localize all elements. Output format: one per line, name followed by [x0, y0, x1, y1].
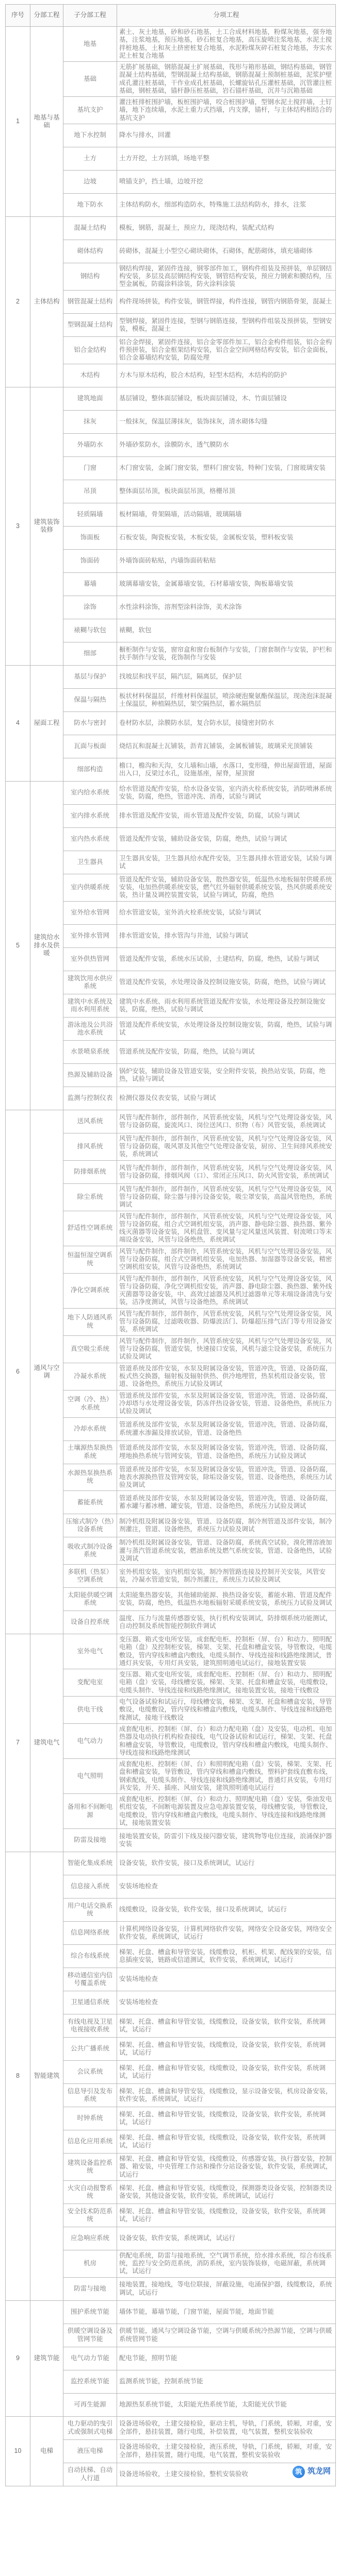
subdivision-name: 防水与密封: [63, 711, 117, 735]
item-list: 制冷机组及附属设备安装，管道、设备防腐，系统真空试验，溴化锂溶液加灌与蒸汽管道系统安装，燃油系统及燃气系统安装，管道、设备绝热，试验及调试: [117, 1537, 336, 1565]
item-list: 梯架、托盘、槽盒和导管安装，线缆敷设，设备安装，软件安装，系统调试，试运行: [117, 2038, 336, 2061]
item-list: 土方开挖，土方回填，场地平整: [117, 147, 336, 170]
subdivision-name: 吊顶: [63, 480, 117, 503]
subdivision-name: 饰面砖: [63, 549, 117, 572]
item-list: 板状材料保温层，纤维材料保温层，喷涂硬泡聚氨酯保温层，现浇泡沫混凝土保温层，种植隔热层，架空隔热层，蓄水隔热层: [117, 688, 336, 711]
table-row: [6, 1634, 336, 1669]
item-list: 风管与配件制作，部件制作，风管系统安装，风机与空气处理设备安装，风管与设备防腐，过滤吸收器、防爆波活门、防爆超压排气活门等专用设备安装，系统调试: [117, 1308, 336, 1335]
item-list: 梯架、托盘、槽盒和导管安装，线缆敷设，设备安装，软件安装，系统调试，试运行: [117, 2061, 336, 2084]
item-list: 线缆敷设，设备安装，软件安装，接口及系统调试，试运行: [117, 1899, 336, 1922]
division-name: 建筑装饰装修: [30, 387, 63, 665]
item-list: 梯架、托盘、槽盒和导管安装，线缆敷设，探测器类设备安装，控制器类设备安装，其他设备安装，软件安装，系统调试，试运行: [117, 2180, 336, 2204]
subdivision-name: 混凝土结构: [63, 216, 117, 240]
item-list: 降水与排水，回灌: [117, 124, 336, 147]
subdivision-name: 信息接入系统: [63, 1875, 117, 1899]
watermark-logo-icon: 筑: [293, 2466, 305, 2478]
subdivision-name: 保温与隔热: [63, 688, 117, 711]
item-list: 檐口，檐沟和天沟，女儿墙和山墙，水落口，变形缝，伸出屋面管道，屋面出入口，反梁过水孔，设施基座，屋脊，屋顶窗: [117, 758, 336, 781]
subdivision-name: 火灾自动报警系统: [63, 2180, 117, 2204]
subdivision-name: 冷却水系统: [63, 1417, 117, 1440]
subdivision-name: 压缩式制冷（热）设备系统: [63, 1514, 117, 1537]
subdivision-name: 多联机（热泵）空调系统: [63, 1565, 117, 1588]
item-list: 水性涂料涂饰，溶剂型涂料涂饰，美术涂饰: [117, 596, 336, 619]
item-list: 墙体节能，幕墙节能，门窗节能，屋面节能，地面节能: [117, 2300, 336, 2324]
row-number: 6: [6, 1110, 30, 1634]
row-number: 10: [6, 2416, 30, 2486]
row-number: 9: [6, 2300, 30, 2416]
item-list: 型钢焊接，紧固件连接，型钢与钢筋连接，型钢构件组装及预拼装，型钢安装，模板，混凝土: [117, 313, 336, 336]
item-list: 橱柜制作与安装，窗帘盒和窗台板制作与安装，门窗套制作与安装，护栏和扶手制作与安装，花饰制作与安装: [117, 642, 336, 665]
item-list: 模板，钢筋，混凝土，预应力，现浇结构，装配式结构: [117, 216, 336, 240]
item-list: 梯架、托盘、槽盒和导管安装，线缆敷设，设备安装，软件安装，系统调试，试运行: [117, 2204, 336, 2227]
subdivision-name: 公共广播系统: [63, 2038, 117, 2061]
subdivision-name: 备用和不间断电源: [63, 1794, 117, 1829]
subdivision-name: 设备自控系统: [63, 1611, 117, 1634]
item-list: 接地装置安装，防雷引下线及接闪器安装，建筑物等电位连接，浪涌保护器安装: [117, 1829, 336, 1852]
item-list: 木门窗安装，金属门窗安装，塑料门窗安装，特种门安装，门窗玻璃安装: [117, 456, 336, 480]
item-list: 风管与配件制作，部件制作，风管系统安装，风机与空气处理设备安装，风管与设备防腐，吸风罩及其他空气处理设备安装，厨房、卫生间排风系统安装，系统调试: [117, 1133, 336, 1160]
item-list: 管道系统及配件安装，防腐，绝热，试验与调试: [117, 1040, 336, 1063]
item-list: 外墙饰面砖粘贴，内墙饰面砖粘贴: [117, 549, 336, 572]
item-list: 排水管道安装，排水管沟与井池，试验与调试: [117, 924, 336, 947]
subdivision-name: 建筑饮用水供应系统: [63, 971, 117, 994]
item-list: 主体结构防水，细部构造防水，特殊施工法结构防水，排水，注浆: [117, 193, 336, 216]
subdivision-name: 游泳池及公共浴池水系统: [63, 1017, 117, 1040]
subdivision-name: 室内给水系统: [63, 781, 117, 804]
item-list: 风管与配件制作，部件制作，风管系统安装，风机与空气处理设备安装，风管与设备防腐，组合式空调机组安装，电加热器、加湿器等设备安装，精密空调机组安装，风管与设备绝热，系统调试: [117, 1246, 336, 1273]
table-row: [6, 2300, 336, 2324]
item-list: 排水管道及配件安装，雨水管道及配件安装，防腐，试验与调试: [117, 804, 336, 827]
item-list: 供配电系统，防雷与接地系统，空气调节系统，给水排水系统，综合布线系统，监控与安全防范系统，消防系统，室内装饰装修，电磁屏蔽，系统调试，试运行: [117, 2250, 336, 2277]
item-list: 成套配电柜、控制柜（屏、台）和照明配电箱（盘）安装，梯架、支架、托盘和槽盒安装，导管敷设，管内穿线和槽盒内敷线，塑料护套线直敷布线，钢索配线，电缆头制作、导线连接和线路绝缘测试，普通灯具安装，专用灯具安装，开关、插座、风扇安装，建筑照明通电试运行: [117, 1759, 336, 1794]
division-name: 屋面工程: [30, 665, 63, 781]
item-list: 灌注桩排桩围护墙，板桩围护墙，咬合桩围护墙，型钢水泥土搅拌墙，土钉墙，地下连续墙，水泥土重力式挡墙，内支撑，锚杆，与主体结构相结合的基坑支护: [117, 97, 336, 124]
item-list: 设备进场验收，土建交接检验，液压系统，导轨，门系统，轿厢，对重，安全部件，悬挂装置，随行电缆，电气装置，整机安装验收: [117, 2439, 336, 2463]
subdivision-name: 水景喷泉系统: [63, 1040, 117, 1063]
item-list: 板材隔墙，骨架隔墙，活动隔墙，玻璃隔墙: [117, 503, 336, 526]
subdivision-name: 恒温恒湿空调系统: [63, 1246, 117, 1273]
item-list: 梯架、托盘、槽盒和导管安装，线缆敷设，显示设备安装，机房设备安装，软件安装，系统调试，试运行: [117, 2084, 336, 2107]
subdivision-name: 室内供暖系统: [63, 874, 117, 901]
subdivision-name: 电气动力: [63, 1724, 117, 1759]
item-list: 梯架、托盘、槽盒和导管安装，线缆敷设，传感器安装，执行器安装，控制器、箱安装，中央管理工作站和操作分站设备安装，软件安装，系统调试，试运行: [117, 2154, 336, 2181]
subdivision-name: 防雷及接地: [63, 1829, 117, 1852]
item-list: 找坡层和找平层，隔汽层，隔离层，保护层: [117, 665, 336, 688]
subdivision-name: 热源及辅助设备: [63, 1063, 117, 1087]
item-list: 烧结瓦和混凝土瓦铺装，沥青瓦铺装，金属板铺装，玻璃采光顶铺装: [117, 735, 336, 758]
subdivision-name: 门窗: [63, 456, 117, 480]
item-list: 一般抹灰，保温层薄抹灰，装饰抹灰，清水砌体勾缝: [117, 410, 336, 433]
item-list: 太阳能集热器安装，其他辅助能源、换热设备安装，蓄能水箱、管道及配件安装，防腐，绝热，低温热水地板辐射采暖系统安装，系统压力试验及调试: [117, 1588, 336, 1611]
subdivision-name: 瓦面与板面: [63, 735, 117, 758]
subdivision-name: 供暖空调设备及管网节能: [63, 2324, 117, 2347]
item-list: 风管与配件制作，部件制作，风管系统安装，风机与空气处理设备安装，风管与设备防腐，除尘器与排污设备安装，吸尘罩安装，高温风管绝热，系统调试: [117, 1183, 336, 1211]
item-list: 制冷机组及附属设备安装，管道、设备防腐，制冷剂管道及部件安装，制冷剂灌注，管道、设备绝热，系统压力试验及调试: [117, 1514, 336, 1537]
item-list: 给水管道安装，室外消火栓系统安装，试验与调试: [117, 901, 336, 924]
subdivision-name: 智能化集成系统: [63, 1852, 117, 1875]
subdivision-name: 基层与保护: [63, 665, 117, 688]
row-number: 3: [6, 387, 30, 665]
subdivision-name: 地下防水: [63, 193, 117, 216]
subdivision-name: 监测与控制仪表: [63, 1087, 117, 1110]
subdivision-name: 电气照明: [63, 1759, 117, 1794]
table-row: [6, 1110, 336, 1133]
item-list: 室外机组安装，室内机组安装，制冷剂管路连接及控制开关安装，风管安装，冷凝水管道安装，制冷剂灌注，系统压力试验及调试: [117, 1565, 336, 1588]
document-page: [5, 4, 336, 2481]
header-division: 分部工程: [30, 5, 63, 27]
subdivision-name: 安全技术防范系统: [63, 2204, 117, 2227]
division-name: 建筑给水排水及供暖: [30, 781, 63, 1110]
division-name: 智能建筑: [30, 1852, 63, 2301]
table-row: [6, 781, 336, 804]
item-list: 整体面层吊顶，板块面层吊顶，格栅吊顶: [117, 480, 336, 503]
subdivision-name: 边坡: [63, 170, 117, 193]
subdivision-name: 基础: [63, 62, 117, 97]
subdivision-name: 抹灰: [63, 410, 117, 433]
subdivision-name: 室外给水管网: [63, 901, 117, 924]
subdivision-name: 可再生能源: [63, 2393, 117, 2416]
subdivision-name: 电力驱动的曳引式或强制式电梯: [63, 2416, 117, 2439]
item-list: 喷锚支护，挡土墙，边坡开挖: [117, 170, 336, 193]
table-row: [6, 665, 336, 688]
subdivision-name: 室外排水管网: [63, 924, 117, 947]
subdivision-name: 型钢混凝土结构: [63, 313, 117, 336]
subdivision-name: 建筑设备监控系统: [63, 2154, 117, 2181]
subdivision-name: 应急响应系统: [63, 2227, 117, 2250]
item-list: 管道系统及部件安装，水泵及附属设备安装，管道冲洗，管道、设备防腐，地表水源换热管及管网安装，除垢设备安装，管道、设备绝热，系统压力试验及调试: [117, 1464, 336, 1491]
subdivision-name: 细部构造: [63, 758, 117, 781]
subdivision-name: 净化空调系统: [63, 1273, 117, 1308]
subdivision-name: 铝合金结构: [63, 336, 117, 364]
subdivision-name: 细部: [63, 642, 117, 665]
item-list: 设备进场验收，土建交接检验，驱动主机，导轨，门系统，轿厢，对重，安全部件，悬挂装置，随行电缆，补偿装置，电气装置，整机安装验收: [117, 2416, 336, 2439]
subdivision-name: 信息网络系统: [63, 1922, 117, 1945]
item-list: 配电节能，照明节能: [117, 2347, 336, 2370]
subdivision-name: 机房: [63, 2250, 117, 2277]
division-name: 建筑电气: [30, 1634, 63, 1852]
subdivision-name: 砌体结构: [63, 240, 117, 263]
subdivision-name: 室内排水系统: [63, 804, 117, 827]
subdivision-name: 钢管混凝土结构: [63, 290, 117, 313]
subdivision-name: 送风系统: [63, 1110, 117, 1133]
item-list: 管道及配件安装，辅助设备安装，散热器安装，低温热水地板辐射供暖系统安装，电加热供暖系统安装，燃气红外辐射供暖系统安装，热风供暖系统安装，热计量及调控装置安装，试验与调试，防腐，绝热: [117, 874, 336, 901]
row-number: 8: [6, 1852, 30, 2301]
subdivision-name: 饰面板: [63, 526, 117, 549]
subdivision-name: 电气动力节能: [63, 2347, 117, 2370]
item-list: 成套配电柜、控制柜（屏、台）和动力配电箱（盘）及安装，电动机、电加热器及电动执行机构检查接线，电气设备试验和试运行，梯架、支架、托盘和槽盒安装，导管敷设，电缆敷设，管内穿线和槽盒内敷线，电缆头制作、导线连接和线路绝缘测试: [117, 1724, 336, 1759]
subdivision-name: 建筑地面: [63, 387, 117, 410]
item-list: 梯架、托盘、槽盒和导管安装，线缆敷设，设备安装，软件安装，系统调试，试运行: [117, 2107, 336, 2130]
item-list: 卫生器具安装，卫生器具给水配件安装，卫生器具排水管道安装，试验与调试: [117, 851, 336, 874]
subdivision-name: 除尘系统: [63, 1183, 117, 1211]
item-list: 钢结构焊接，紧固件连接，钢零部件加工，钢构件组装及预拼装，单层钢结构安装，多层及高层钢结构安装，钢管结构安装，预应力钢索和膜结构，压型金属板，防腐涂料涂装，防火涂料涂装: [117, 263, 336, 290]
table-header-row: [6, 5, 336, 27]
subdivision-name: 幕墙: [63, 572, 117, 596]
subdivision-name: 时钟系统: [63, 2107, 117, 2130]
item-list: 设备进场验收，土建交接检验，整机安装验收: [117, 2463, 336, 2486]
division-name: 主体结构: [30, 216, 63, 387]
subdivision-name: 水源热泵换热系统: [63, 1464, 117, 1491]
item-list: 温度、压力与流量传感器安装，执行机构安装调试，防排烟系统功能测试，自动控制及系统智能控制软件调试: [117, 1611, 336, 1634]
item-list: 计算机网络设备安装，计算机网络软件安装，网络安全设备安装，网络安全软件安装，系统调试，试运行: [117, 1922, 336, 1945]
item-list: 安装场地检查: [117, 1991, 336, 2014]
subdivision-name: 用户电话交换系统: [63, 1899, 117, 1922]
subdivision-name: 地下水控制: [63, 124, 117, 147]
item-list: 外墙砂浆防水，涂膜防水，透气膜防水: [117, 433, 336, 456]
subdivision-name: 土方: [63, 147, 117, 170]
subdivision-name: 防雷与接地: [63, 2277, 117, 2300]
row-number: 4: [6, 665, 30, 781]
item-list: 卷材防水层，涂膜防水层，复合防水层，接缝密封防水: [117, 711, 336, 735]
subdivision-name: 移动通信室内信号覆盖系统: [63, 1968, 117, 1991]
subdivision-name: 排风系统: [63, 1133, 117, 1160]
subdivision-name: 木结构: [63, 364, 117, 387]
subdivision-name: 卫星通信系统: [63, 1991, 117, 2014]
division-name: 电梯: [30, 2416, 63, 2486]
division-name: 通风与空调: [30, 1110, 63, 1634]
subdivision-name: 真空吸尘系统: [63, 1335, 117, 1363]
item-list: 管道及配件安装，辅助设备安装，防腐，绝热，试验与调试: [117, 827, 336, 851]
item-list: 素土、灰土地基，砂和砂石地基，土工合成材料地基，粉煤灰地基，强夯地基，注浆地基，预压地基，砂石桩复合地基，高压旋喷注浆地基，水泥土搅拌桩地基，土和灰土挤密桩复合地基，水泥粉煤灰碎石桩复合地基，夯实水泥土桩复合地基: [117, 27, 336, 62]
item-list: 接地装置，接地线，等电位联接，屏蔽设施，电涌保护器，线缆敷设，系统调试，试运行: [117, 2277, 336, 2300]
subdivision-name: 有线电视及卫星电视接收系统: [63, 2014, 117, 2038]
subdivision-name: 监控系统节能: [63, 2370, 117, 2393]
item-list: 供暖节能，通风与空调设备节能，空调与供暖系统冷热源节能，空调与供暖系统管网节能: [117, 2324, 336, 2347]
subdivision-name: 地基: [63, 27, 117, 62]
header-subdivision: 子分部工程: [63, 5, 117, 27]
item-list: 管道及配件系统安装，水处理设备及控制设施安装，防腐，绝热，试验与调试: [117, 1017, 336, 1040]
item-list: 安装场地检查: [117, 1968, 336, 1991]
subdivision-name: 围护系统节能: [63, 2300, 117, 2324]
item-list: 裱糊，软包: [117, 619, 336, 642]
subdivision-name: 冷凝水系统: [63, 1363, 117, 1390]
subdivision-name: 涂饰: [63, 596, 117, 619]
item-list: 给水管道及配件安装，给水设备安装，室内消火栓系统安装，消防喷淋系统安装，防腐，绝热，管道冲洗、消毒，试验与调试: [117, 781, 336, 804]
subdivision-name: 会议系统: [63, 2061, 117, 2084]
subdivision-name: 吸收式制冷设备系统: [63, 1537, 117, 1565]
subdivision-name: 地下人防通风系统: [63, 1308, 117, 1335]
item-list: 基层铺设，整体面层铺设，板块面层铺设，木、竹面层铺设: [117, 387, 336, 410]
item-list: 管道及配件安装，系统水压试验，土建结构，防腐，绝热，试验与调试: [117, 947, 336, 971]
item-list: 管道及配件安装，水处理设备及控制设施安装，防腐，绝热，试验与调试: [117, 971, 336, 994]
item-list: 地源热泵系统节能，太阳能光热系统节能，太阳能光伏节能: [117, 2393, 336, 2416]
row-number: 1: [6, 27, 30, 217]
row-number: 5: [6, 781, 30, 1110]
subdivision-name: 综合布线系统: [63, 1945, 117, 1968]
division-name: 地基与基础: [30, 27, 63, 217]
table-row: [6, 387, 336, 410]
subdivision-name: 室外电气: [63, 1634, 117, 1669]
item-list: 设备安装，软件安装，接口及系统调试，试运行: [117, 1852, 336, 1875]
table-body: [6, 27, 336, 2486]
item-list: 梯架、托盘、槽盒和导管安装，线缆敷设，设备安装，软件安装，系统调试，试运行: [117, 2130, 336, 2154]
header-items: 分项工程: [117, 5, 336, 27]
item-list: 方木与原木结构，胶合木结构，轻型木结构，木结构的防护: [117, 364, 336, 387]
subdivision-name: 建筑中水系统及雨水利用系统: [63, 994, 117, 1017]
item-list: 管道系统及部件安装，水泵及附属设备安装，管道冲洗，管道、设备防腐，板式热交换器，辐射板及辐射供热、供冷地埋管，热泵机组设备安装，管道、设备绝热，系统压力试验及调试: [117, 1363, 336, 1390]
item-list: 监测系统节能，控制系统节能: [117, 2370, 336, 2393]
item-list: 管道系统及部件安装，水泵及附属设备安装，管道冲洗，管道、设备防腐，蓄水罐与蓄冰槽、罐安装，管道、设备绝热，系统压力试验及调试: [117, 1491, 336, 1514]
subdivision-name: 蓄能系统: [63, 1491, 117, 1514]
table-row: [6, 1852, 336, 1875]
subdivision-name: 信息导引及发布系统: [63, 2084, 117, 2107]
subdivision-name: 室外供热管网: [63, 947, 117, 971]
subdivision-name: 外墙防水: [63, 433, 117, 456]
subdivision-name: 舒适性空调系统: [63, 1211, 117, 1246]
subdivision-name: 室内热水系统: [63, 827, 117, 851]
table-row: [6, 27, 336, 62]
item-list: 风管与配件制作，部件制作，风管系统安装，风机与空气处理设备安装，风管与设备防腐，组合式空调机组安装，消声器、静电除尘器、换热器、紫外线灭菌器等设备安装，风机盘管、变风量与定风量送风装置、射流喷口等末端设备安装，风管与设备绝热，系统调试: [117, 1211, 336, 1246]
subdivision-name: 太阳能供暖空调系统: [63, 1588, 117, 1611]
subdivision-name: 裱糊与软包: [63, 619, 117, 642]
item-list: 构件现场拼装，构件安装，钢管焊接，构件连接，钢管内钢筋骨架，混凝土: [117, 290, 336, 313]
item-list: 管道系统及部件安装，水泵及附属设备安装，管道冲洗，管道、设备防腐，系统灌水渗漏及排放试验，管道、设备绝热: [117, 1417, 336, 1440]
subdivision-name: 钢结构: [63, 263, 117, 290]
subdivision-name: 变配电室: [63, 1669, 117, 1697]
item-list: 梯架、托盘、槽盒和导管安装，线缆敷设，设备安装，软件安装，系统调试，试运行: [117, 2014, 336, 2038]
item-list: 检测仪器及仪表安装，试验与调试: [117, 1087, 336, 1110]
item-list: 铝合金焊接，紧固件连接，铝合金零部件加工，铝合金构件组装，铝合金构件预拼装，铝合金框架结构安装，铝合金空间网格结构安装，铝合金面板，铝合金幕墙结构安装，防腐处理: [117, 336, 336, 364]
table-row: [6, 2416, 336, 2439]
item-list: 管道系统及部件安装，水泵及附属设备安装，管道冲洗，管道、设备防腐，埋地换热系统与管网安装，管道、设备绝热，系统压力试验及调试: [117, 1440, 336, 1464]
subdivision-name: 防排烟系统: [63, 1160, 117, 1183]
subdivision-name: 供电干线: [63, 1697, 117, 1724]
subdivision-name: 土壤源热泵换热系统: [63, 1440, 117, 1464]
item-list: 玻璃幕墙安装，金属幕墙安装，石材幕墙安装，陶板幕墙安装: [117, 572, 336, 596]
item-list: 成套配电柜、控制柜（屏、台）和动力、照明配电箱（盘）安装，柴油发电机组安装，不间断电源装置及应急电源装置安装，母线槽安装，导管敷设，电缆敷设，管内穿线和槽盒内敷线，电缆头制作、导线连接和线路绝缘测试，接地装置安装: [117, 1794, 336, 1829]
item-list: 风管与配件制作，部件制作，风管系统安装，风机与空气处理设备安装，风管与设备防腐，排烟风阀（口）、常闭正压风口、防火风管安装，系统调试: [117, 1160, 336, 1183]
subdivision-name: 卫生器具: [63, 851, 117, 874]
table-row: [6, 216, 336, 240]
item-list: 风管与配件制作，部件制作，风管系统安装，风机与空气处理设备安装，风管与设备防腐，净化空调机组安装，消声器、静电除尘器、换热器、紫外线灭菌器等设备安装，中、高效过滤器及风机过滤器单元等末端设备清洗与安装，洁净度测试，风管与设备绝热，系统调试: [117, 1273, 336, 1308]
item-list: 无筋扩展基础，钢筋混凝土扩展基础，筏形与箱形基础，钢结构基础，钢管混凝土结构基础，型钢混凝土结构基础，钢筋混凝土预制桩基础，泥浆护壁成孔灌注桩基础，干作业成孔桩基础，长螺旋钻孔压灌桩基础，沉管灌注桩基础，钢桩基础，锚杆静压桩基础，岩石锚杆基础，沉井与沉箱基础: [117, 62, 336, 97]
subdivision-name: 基坑支护: [63, 97, 117, 124]
subdivision-name: 自动扶梯、自动人行道: [63, 2463, 117, 2486]
item-list: 变压器、箱式变电所安装，成套配电柜、控制柜（屏、台）和动力、照明配电箱（盘）安装，母线槽安装，梯架、支架、托盘和槽盒安装，电缆敷设，电缆头制作、导线连接和线路绝缘测试，接地装置安装，接地干线敷设: [117, 1669, 336, 1697]
item-list: 变压器、箱式变电所安装，成套配电柜、控制柜（屏、台）和动力、照明配电箱（盘）及控制柜安装，梯架、支架、托盘和槽盒安装，导管敷设，电缆敷设，管内穿线和槽盒内敷线，电缆头制作、导线连接和线路绝缘测试，普通灯具安装，专用灯具安装，建筑照明通电试运行，接地装置安装: [117, 1634, 336, 1669]
item-list: 砖砌体，混凝土小型空心砌块砌体，石砌体，配筋砌体，填充墙砌体: [117, 240, 336, 263]
item-list: 石板安装，陶瓷板安装，木板安装，金属板安装，塑料板安装: [117, 526, 336, 549]
division-table: [5, 4, 336, 2486]
row-number: 2: [6, 216, 30, 387]
item-list: 风管与配件制作，部件制作，风管系统安装，风机与空气处理设备安装，风管与设备防腐，管道安装，快速接口安装，风机与滤尘设备安装，系统压力试验及调试: [117, 1335, 336, 1363]
subdivision-name: 液压电梯: [63, 2439, 117, 2463]
item-list: 梯架、托盘、槽盒和导管安装，线缆敷设，机柜、机架、配线架的安装，信息插座安装，链路或信道测试，软件安装，系统调试，试运行: [117, 1945, 336, 1968]
item-list: 电气设备试验和试运行，母线槽安装，梯架、支架、托盘和槽盒安装，导管敷设，电缆敷设，管内穿线和槽盒内敷线，电缆头制作、导线连接和线路绝缘测试，接地干线敷设: [117, 1697, 336, 1724]
item-list: 安装场地检查: [117, 1875, 336, 1899]
watermark-text: 筑龙网: [307, 2467, 331, 2476]
header-no: 序号: [6, 5, 30, 27]
item-list: 管道系统及部件安装，水泵及附属设备安装，管道冲洗，管道、设备防腐，冷却塔与水处理设备安装，防冻伴热设备安装，管道、设备绝热，系统压力试验及调试: [117, 1390, 336, 1417]
division-name: 建筑节能: [30, 2300, 63, 2416]
subdivision-name: 空调（冷、热）水系统: [63, 1390, 117, 1417]
subdivision-name: 轻质隔墙: [63, 503, 117, 526]
item-list: 设备安装，软件安装，系统调试，试运行: [117, 2227, 336, 2250]
item-list: 建筑中水系统、雨水利用系统管道及配件安装，水处理设备及控制设施安装，防腐，绝热，试验与调试: [117, 994, 336, 1017]
subdivision-name: 信息化应用系统: [63, 2130, 117, 2154]
item-list: 风管与配件制作，部件制作，风管系统安装，风机与空气处理设备安装，风管与设备防腐，旋流风口、岗位送风口、织物（布）风管安装，系统调试: [117, 1110, 336, 1133]
item-list: 锅炉安装，辅助设备及管道安装，安全附件安装，换热站安装，防腐，绝热，试验与调试: [117, 1063, 336, 1087]
row-number: 7: [6, 1634, 30, 1852]
